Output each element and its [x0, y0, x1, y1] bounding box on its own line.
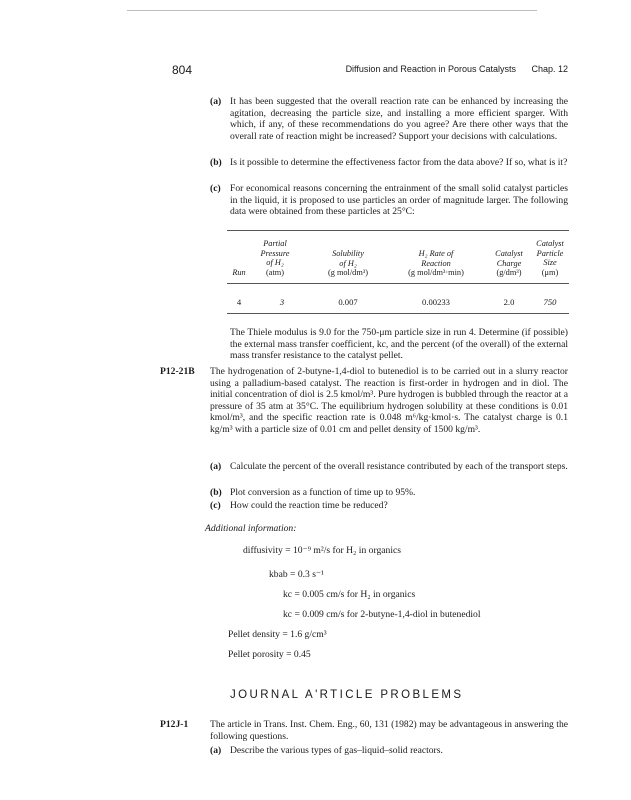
thiele-paragraph: The Thiele modulus is 9.0 for the 750-μm particle size in run 4. Determine (if possible) the external mass transfer coefficient, kc, and the percent (of the overall) of the external mass transfer resistance to the catalyst pellet.	[230, 327, 568, 362]
table-header-rate-unit: (g mol/dm³·min)	[408, 268, 464, 277]
table-header-size-unit: (μm)	[541, 268, 559, 277]
table-header-rate: H₂ Rate of Reaction	[418, 249, 454, 268]
table-header-charge-unit: (g/dm³)	[496, 268, 522, 277]
table-header-charge: Catalyst Charge	[495, 249, 523, 268]
table-header-solubility: Solubility of H₂	[332, 249, 364, 268]
page-number: 804	[172, 63, 193, 77]
problem-p12j-1-text: The article in Trans. Inst. Chem. Eng., 60, 131 (1982) may be advantageous in answering the following questions.	[210, 719, 568, 742]
running-header	[172, 63, 568, 77]
problem-p12-21-text: The hydrogenation of 2-butyne-1,4-diol to butenediol is to be carried out in a slurry reactor using a palladium-based catalyst. The reaction is first-order in hydrogen and in diol. The initial concentration of diol is 2.5 kmol/m³. Pure hydrogen is bubbled through the reactor at a pressure of 35 atm at 35°C. The equilibrium hydrogen solubility at these conditions is 0.01 kmol/m³, and the specific reaction rate is 0.048 m⁶/kg·kmol·s. The catalyst charge is 0.1 kg/m³ with a particle size of 0.01 cm and pellet density of 1500 kg/m³.	[210, 366, 568, 435]
p12-21-c-text: How could the reaction time be reduced?	[230, 500, 388, 511]
part-a-label: (a)	[210, 96, 222, 107]
table-top-rule	[227, 230, 569, 231]
part-b-text: Is it possible to determine the effectiveness factor from the data above? If so, what is it?	[230, 157, 568, 168]
p12j-1-a-text: Describe the various types of gas–liquid–solid reactors.	[230, 745, 443, 756]
part-b-label: (b)	[210, 157, 222, 168]
p12-21-c-label: (c)	[210, 500, 221, 511]
p12j-1-a-label: (a)	[210, 745, 222, 756]
p12-21-a-text: Calculate the percent of the overall resistance contributed by each of the transport steps.	[230, 461, 568, 472]
table-header-solubility-unit: (g mol/dm³)	[327, 268, 369, 277]
table-header-run: Run	[232, 268, 246, 277]
problem-p12-21-label: P12-21B	[160, 366, 195, 377]
cell-pressure: 3	[279, 297, 285, 307]
chapter-label: Chap. 12	[531, 64, 568, 74]
eq-pellet-density: Pellet density = 1.6 g/cm³	[228, 629, 327, 640]
table-bottom-rule	[227, 313, 569, 314]
p12-21-a-label: (a)	[210, 461, 222, 472]
part-c-label: (c)	[210, 183, 221, 194]
eq-pellet-porosity: Pellet porosity = 0.45	[228, 649, 311, 660]
part-c-text: For economical reasons concerning the entrainment of the small solid catalyst particles in the liquid, it is proposed to use particles an order of magnitude larger. The following data were obtained from these particles at 25°C:	[230, 183, 568, 218]
running-title: Diffusion and Reaction in Porous Catalysts	[345, 64, 516, 74]
section-title: JOURNAL A'RTICLE PROBLEMS	[230, 689, 464, 701]
table-header-pressure: Partial Pressure of H₂	[260, 239, 290, 268]
eq-kc-diol: kc = 0.009 cm/s for 2-butyne-1,4-diol in butenediol	[283, 609, 481, 620]
cell-solubility: 0.007	[338, 297, 358, 307]
top-rule	[127, 10, 537, 11]
eq-kc-h2: kc = 0.005 cm/s for H₂ in organics	[283, 589, 416, 600]
cell-rate: 0.00233	[422, 297, 450, 307]
p12-21-b-label: (b)	[210, 487, 222, 498]
cell-charge: 2.0	[503, 297, 515, 307]
additional-info-title: Additional information:	[205, 523, 297, 534]
eq-diffusivity: diffusivity = 10⁻⁹ m²/s for H₂ in organics	[243, 545, 401, 556]
table-header-size: Catalyst Particle Size	[536, 239, 564, 268]
cell-size: 750	[543, 297, 557, 307]
problem-p12j-1-label: P12J-1	[160, 719, 189, 730]
p12-21-b-text: Plot conversion as a function of time up to 95%.	[230, 487, 416, 498]
eq-kbab: kbab = 0.3 s⁻¹	[269, 569, 324, 580]
cell-run: 4	[236, 297, 242, 307]
table-header-pressure-unit: (atm)	[266, 268, 284, 277]
table-header-rule	[227, 283, 569, 284]
part-a-text: It has been suggested that the overall reaction rate can be enhanced by increasing the agitation, decreasing the particle size, and installing a more efficient sparger. With which, if any, of these recommendations do you agree? Are there other ways that the overall rate of reaction might be increased? Support your decisions with calculations.	[230, 96, 568, 142]
